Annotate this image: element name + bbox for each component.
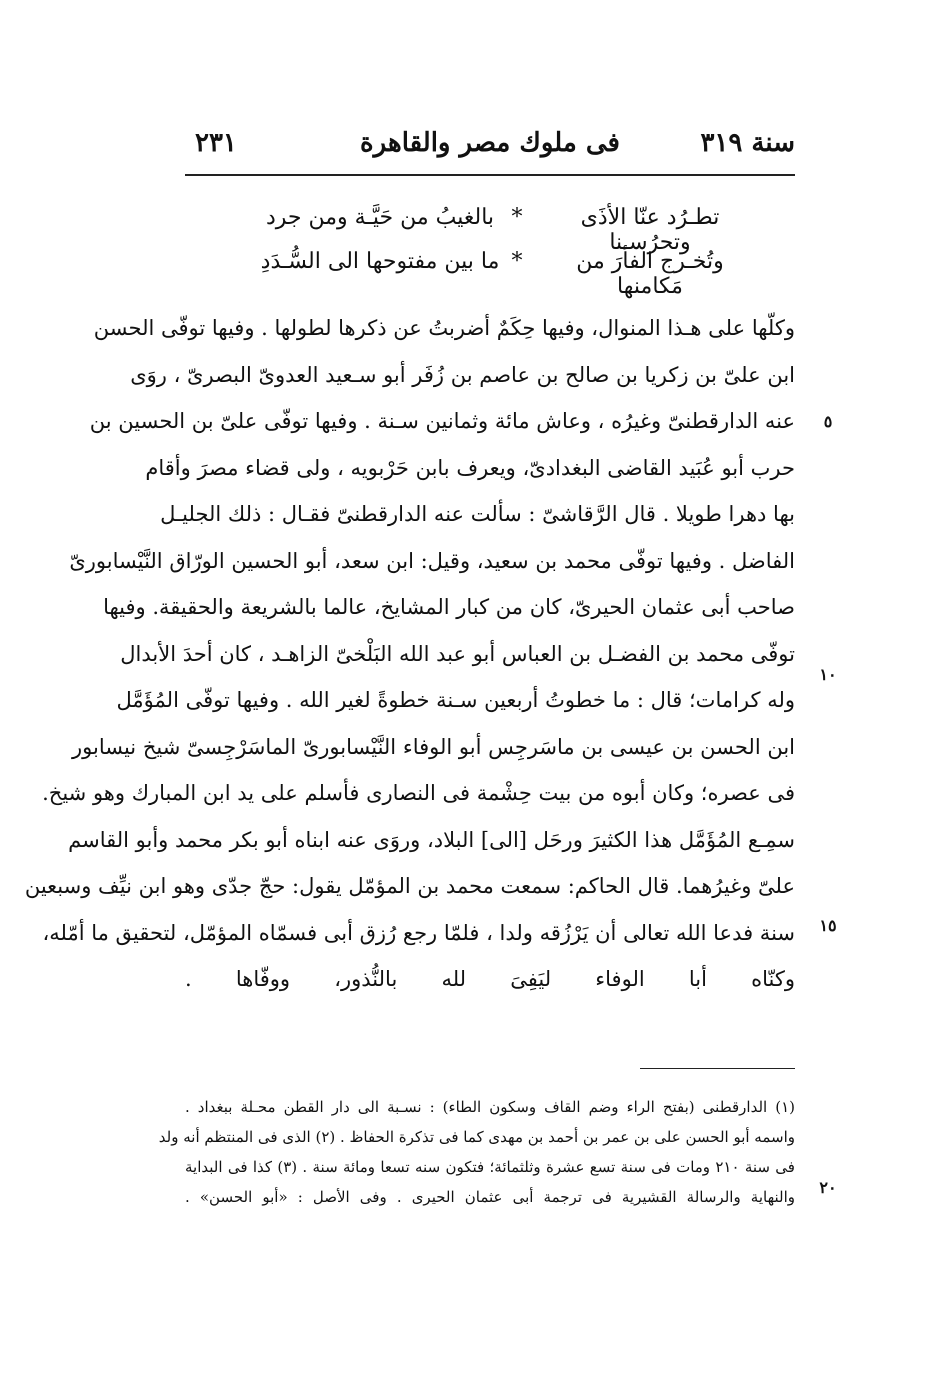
text-line: حرب أبو عُبَيد القاضى البغدادىّ، ويعرف بابن حَرْبويه ، ولى قضاء مصرَ وأقام xyxy=(145,455,795,480)
text-line: عنه الدارقطنىّ وغيرُه ، وعاش مائة وثمانين سـنة . وفيها توفّى علىّ بن الحسين بن xyxy=(89,409,795,433)
line-number-10: ١٠ xyxy=(819,665,837,684)
verse-separator: * xyxy=(511,205,523,230)
text-line: صاحب أبى عثمان الحيرىّ، كان من كبار المشايخ، عالما بالشريعة والحقيقة. وفيها xyxy=(103,595,795,619)
footnote-line: واسمه أبو الحسن على بن عمر بن أحمد بن مهدى كما فى تذكرة الحفاظ . (٢) الذى فى المنتظم أنه ولد xyxy=(158,1128,795,1146)
footnote-rule xyxy=(640,1068,795,1069)
verse-line xyxy=(185,249,795,299)
text-line: توفّى محمد بن الفضـل بن العباس أبو عبد الله البَلْخىّ الزاهـد ، كان أحدَ الأبدال xyxy=(120,641,795,666)
line-number-5: ٥ xyxy=(823,412,833,431)
line-number-15: ١٥ xyxy=(819,916,837,935)
verse-second-hemistich: ما بين مفتوحها الى السُّـدَدِ xyxy=(260,249,500,274)
text-line: سمِـع المُؤَمَّل هذا الكثيرَ ورحَل [الى] البلاد، وروَى عنه ابناه أبو بكر محمد وأبو القاسم xyxy=(68,827,795,852)
text-line: وله كرامات؛ قال : ما خطوتُ أربعين سـنة خطوةً لغير الله . وفيها توفّى المُؤَمَّل xyxy=(116,688,795,712)
verse-first-hemistich: تطـرُد عنّا الأذَى وتحرُسـنا xyxy=(580,205,720,255)
line-number-20: ٢٠ xyxy=(819,1178,837,1197)
text-line: فى عصره؛ وكان أبوه من بيت حِشْمة فى النصارى فأسلم على يد ابن المبارك وهو شيخ. xyxy=(42,781,795,805)
text-line: وكلّها على هـذا المنوال، وفيها حِكَمٌ أضربتُ عن ذكرها لطولها . وفيها توفّى الحسن xyxy=(93,316,795,340)
running-header xyxy=(185,128,795,172)
verse-line xyxy=(185,205,795,255)
verse-second-hemistich: بالغيبُ من حَيَّـة ومن جرد xyxy=(265,205,495,230)
header-rule xyxy=(185,174,795,176)
header-year: سنة ٣١٩ xyxy=(700,128,795,158)
verse-first-hemistich: وتُخـرج الفأرَ من مَكامنها xyxy=(576,249,724,299)
footnote-line: فى سنة ٢١٠ ومات فى سنة تسع عشرة وثلثمائة؛ فتكون سنه تسعا ومائة سنة . (٣) كذا فى البداية xyxy=(185,1158,795,1176)
text-line: وكنّاه أبا الوفاء ليَفِىَ لله بالنُّذور، ووفّاها . xyxy=(185,967,795,991)
poem-verses xyxy=(185,205,795,299)
text-line: علىّ وغيرُهما. قال الحاكم: سمعت محمد بن المؤمّل يقول: حجّ جدّى وهو ابن نيِّف وسبعين xyxy=(24,874,795,898)
main-text xyxy=(24,305,795,1003)
text-line: ابن علىّ بن زكريا بن صالح بن عاصم بن زُفَر أبو سـعيد العدوىّ البصرىّ ، روَى xyxy=(130,362,795,387)
text-line: سنة فدعا الله تعالى أن يَرْزُقه ولدا ، فلمّا رجع رُزق أبى فسمّاه المؤمّل، لتحقيق ما أمّله، xyxy=(42,920,795,945)
footnote-line: (١) الدارقطنى (بفتح الراء وضم القاف وسكون الطاء) : نسـبة الى دار القطن محـلة ببغداد . xyxy=(185,1098,795,1116)
text-line: الفاضل . وفيها توفّى محمد بن سعيد، وقيل: ابن سعد، أبو الحسين الورّاق النَّيْسابورىّ xyxy=(69,548,795,573)
page-number: ٢٣١ xyxy=(195,128,237,158)
text-line: بها دهرا طويلا . قال الرَّقاشىّ : سألت عنه الدارقطنىّ فقـال : ذلك الجليـل xyxy=(160,502,795,526)
header-title: فى ملوك مصر والقاهرة xyxy=(360,128,620,158)
text-line: ابن الحسن بن عيسى بن ماسَرجِس أبو الوفاء النَّيْسابورىّ الماسَرْجِسىّ شيخ نيسابور xyxy=(72,734,795,759)
verse-separator: * xyxy=(511,249,523,274)
footnotes xyxy=(158,1092,795,1212)
footnote-line: والنهاية والرسالة القشيرية فى ترجمة أبى عثمان الحيرى . وفى الأصل : «أبو الحسن» . xyxy=(185,1188,795,1206)
